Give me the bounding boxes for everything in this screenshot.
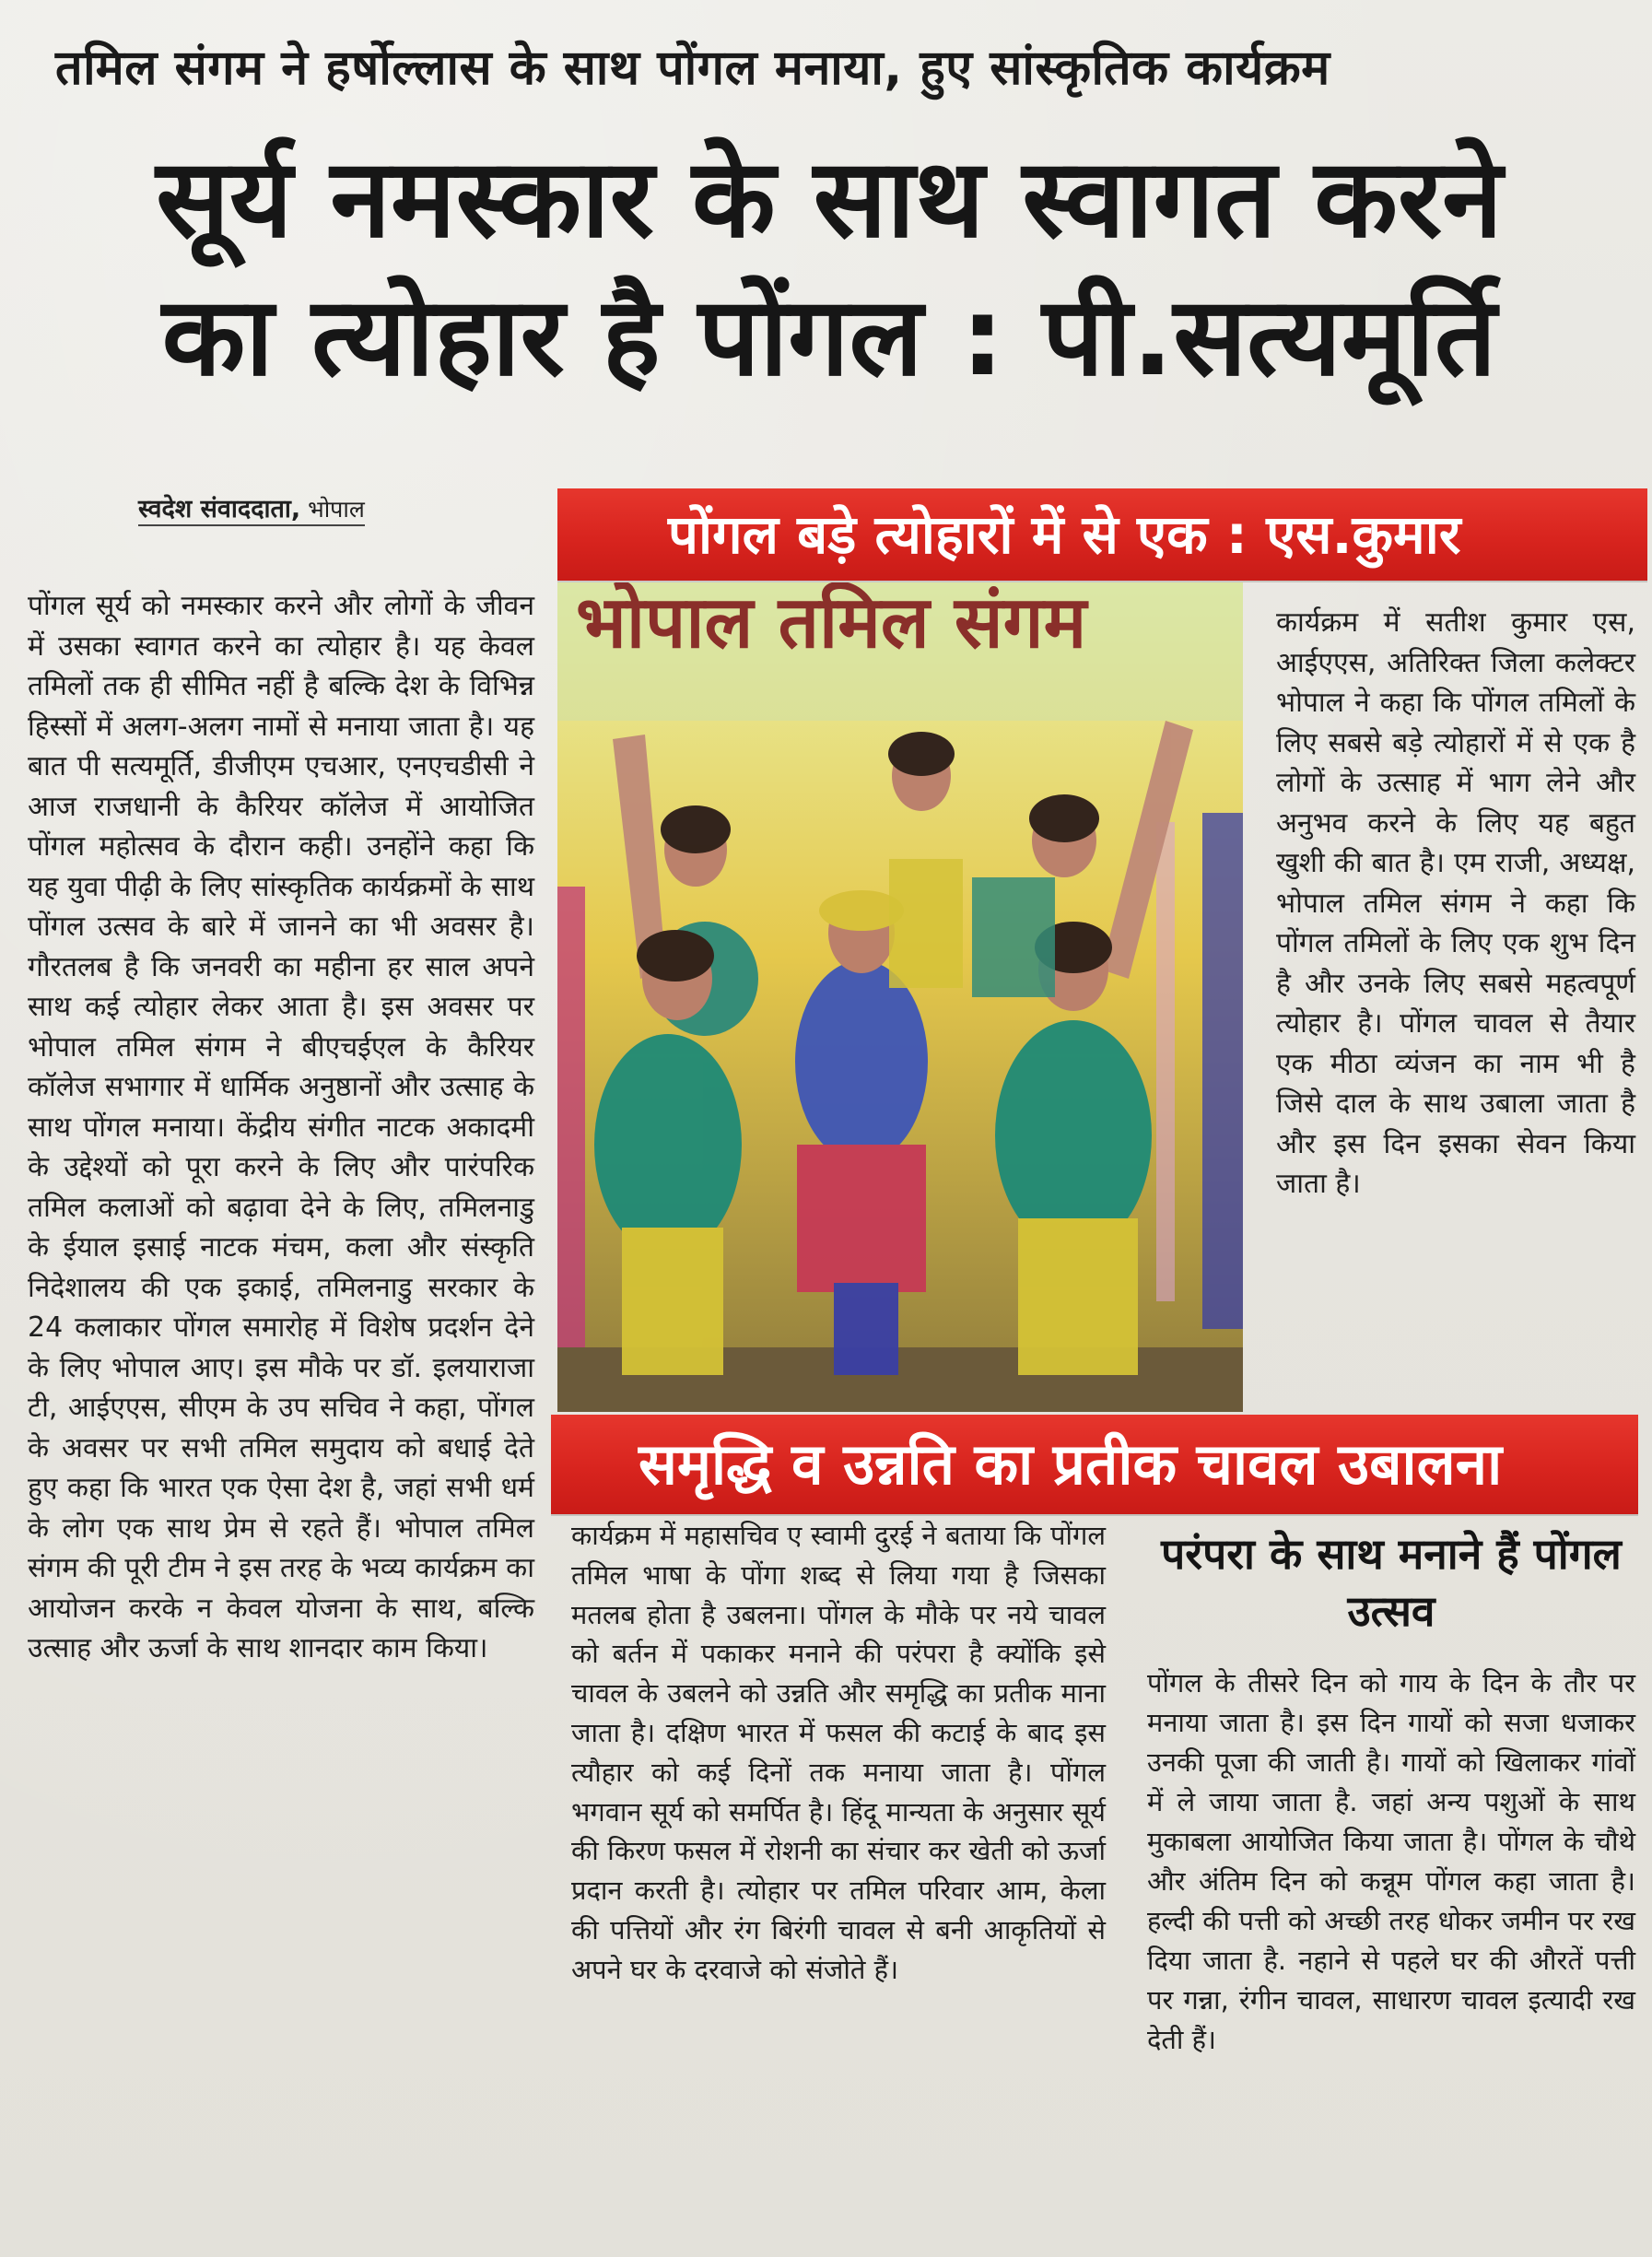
main-headline xyxy=(37,129,1622,406)
article-text-left: पोंगल सूर्य को नमस्कार करने और लोगों के जीवन में उसका स्वागत करने का त्योहार है। यह केवल तमिलों तक ही सीमित नहीं है बल्कि देश के विभिन्न हिस्सों में अलग-अलग नामों से मनाया जाता है। यह बात पी सत्यमूर्ति, डीजीएम एचआर, एनएचडीसी ने आज राजधानी के कैरियर कॉलेज में आयोजित पोंगल महोत्सव के दौरान कही। उनहोंने कहा कि यह युवा पीढ़ी के लिए सांस्कृतिक कार्यक्रमों के साथ पोंगल उत्सव के बारे में जानने का भी अवसर है। गौरतलब है कि जनवरी का महीना हर साल अपने साथ कई त्योहार लेकर आता है। इस अवसर पर भोपाल तमिल संगम ने बीएचईएल के कैरियर कॉलेज सभागार में धार्मिक अनुष्ठानों और उत्साह के साथ पोंगल मनाया। केंद्रीय संगीत नाटक अकादमी के उद्देश्यों को पूरा करने के लिए और पारंपरिक तमिल कलाओं को बढ़ावा देने के लिए, तमिलनाडु के ईयाल इसाई नाटक मंचम, कला और संस्कृति निदेशालय की एक इकाई, तमिलनाडु सरकार के 24 कलाकार पोंगल समारोह में विशेष प्रदर्शन देने के लिए भोपाल आए। इस मौके पर डॉ. इलयाराजा टी, आईएएस, सीएम के उप सचिव ने कहा, पोंगल के अवसर पर सभी तमिल समुदाय को बधाई देते हुए कहा कि भारत एक ऐसा देश है, जहां सभी धर्म के लोग एक साथ प्रेम से रहते हैं। भोपाल तमिल संगम की पूरी टीम ने इस तरह के भव्य कार्यक्रम का आयोजन करके न केवल योजना के साथ, बल्कि उत्साह और ऊर्जा के साथ शानदार काम किया। xyxy=(28,590,534,1664)
headline-line-1: सूर्य नमस्कार के साथ स्वागत करने xyxy=(156,135,1503,262)
section-banner-top: पोंगल बड़े त्योहारों में से एक : एस.कुमार xyxy=(557,488,1647,581)
dancers-photo xyxy=(557,582,1243,1412)
subheading-tradition: परंपरा के साथ मनाने हैं पोंगल उत्सव xyxy=(1161,1529,1622,1636)
headline-line-2: का त्योहार है पोंगल : पी.सत्यमूर्ति xyxy=(161,273,1497,400)
kicker-headline: तमिल संगम ने हर्षोल्लास के साथ पोंगल मनाया, हुए सांस्कृतिक कार्यक्रम xyxy=(55,41,1330,96)
article-text-right: कार्यक्रम में सतीश कुमार एस, आईएएस, अतिरिक्त जिला कलेक्टर भोपाल ने कहा कि पोंगल तमिलों के लिए सबसे बड़े त्योहारों में से एक है लोगों के उत्साह में भाग लेने और अनुभव करने के लिए यह बहुत खुशी की बात है। एम राजी, अध्यक्ष, भोपाल तमिल संगम ने कहा कि पोंगल तमिलों के लिए एक शुभ दिन है और उनके लिए सबसे महत्वपूर्ण त्योहार है। पोंगल चावल से तैयार एक मीठा व्यंजन का नाम भी है जिसे दाल के साथ उबाला जाता है और इस दिन इसका सेवन किया जाता है। xyxy=(1276,606,1635,1200)
article-text-middle: कार्यक्रम में महासचिव ए स्वामी दुरई ने बताया कि पोंगल तमिल भाषा के पोंगा शब्द से लिया गया है जिसका मतलब होता है उबलना। पोंगल के मौके पर नये चावल को बर्तन में पकाकर मनाने की परंपरा है क्योंकि इसे चावल के उबलने को उन्नति और समृद्धि का प्रतीक माना जाता है। दक्षिण भारत में फसल की कटाई के बाद इस त्यौहार को कई दिनों तक मनाया जाता है। पोंगल भगवान सूर्य को समर्पित है। हिंदू मान्यता के अनुसार सूर्य की किरण फसल में रोशनी का संचार कर खेती को ऊर्जा प्रदान करती है। त्योहार पर तमिल परिवार आम, केला की पत्तियों और रंग बिरंगी चावल से बनी आकृतियों से अपने घर के दरवाजे को संजोते हैं। xyxy=(571,1520,1106,1985)
article-column-right-bottom xyxy=(1147,1663,1635,2060)
photo-illustration xyxy=(557,582,1243,1412)
article-column-middle xyxy=(571,1516,1106,1990)
article-column-right xyxy=(1276,603,1635,1205)
byline xyxy=(138,490,365,526)
stage-banner-text: भोपाल तमिल संगम xyxy=(576,582,1087,664)
article-text-right-bottom: पोंगल के तीसरे दिन को गाय के दिन के तौर पर मनाया जाता है। इस दिन गायों को सजा धजाकर उनकी पूजा की जाती है। गायों को खिलाकर गांवों में ले जाया जाता है. जहां अन्य पशुओं के साथ मुकाबला आयोजित किया जाता है। पोंगल के चौथे और अंतिम दिन को कन्नूम पोंगल कहा जाता है। हल्दी की पत्ती को अच्छी तरह धोकर जमीन पर रख दिया जाता है. नहाने से पहले घर की औरतें पत्ती पर गन्ना, रंगीन चावल, साधारण चावल इत्यादी रख देती हैं। xyxy=(1147,1667,1635,2055)
byline-place: भोपाल xyxy=(300,496,365,523)
section-banner-bottom: समृद्धि व उन्नति का प्रतीक चावल उबालना xyxy=(551,1415,1638,1514)
byline-reporter: स्वदेश संवाददाता, xyxy=(138,495,301,523)
article-column-left xyxy=(28,586,534,1669)
